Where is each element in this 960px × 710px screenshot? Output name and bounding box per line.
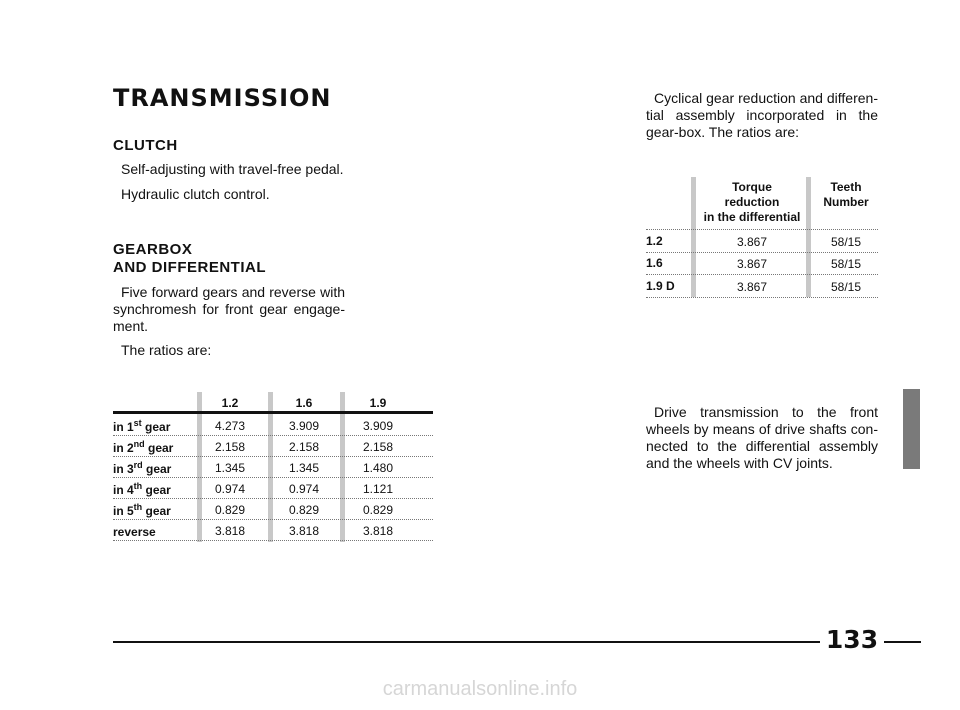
- torque-header-line: Torque: [732, 180, 772, 194]
- clutch-line-2: Hydraulic clutch control.: [121, 186, 270, 202]
- section-tab-marker: [903, 389, 920, 469]
- gearbox-heading-2: AND DIFFERENTIAL: [113, 259, 266, 276]
- table-cell: 58/15: [830, 280, 862, 294]
- row-label: in 3rd gear: [113, 460, 172, 476]
- table-cell: 3.867: [736, 280, 768, 294]
- table-cell: 4.273: [214, 419, 246, 433]
- teeth-header-line: Teeth: [830, 180, 862, 194]
- watermark: carmanualsonline.info: [382, 678, 578, 700]
- row-label: in 4th gear: [113, 481, 171, 497]
- table-row: [113, 414, 433, 436]
- differential-intro: Cyclical gear reduction and differen-tial assembly incorporated in the gear-box. The ratios are:: [646, 90, 878, 140]
- table-cell: 2.158: [362, 440, 394, 454]
- table-cell: 0.829: [214, 503, 246, 517]
- table-cell: 0.829: [362, 503, 394, 517]
- table-cell: 1.345: [214, 461, 246, 475]
- table-row: [113, 435, 433, 457]
- table-cell: 1.345: [288, 461, 320, 475]
- table-cell: 2.158: [214, 440, 246, 454]
- table-cell: 3.818: [288, 524, 320, 538]
- table-cell: 2.158: [288, 440, 320, 454]
- row-label: 1.9 D: [646, 279, 675, 293]
- table-row: [113, 456, 433, 478]
- table-cell: 58/15: [830, 235, 862, 249]
- gearbox-paragraph: Five forward gears and reverse with synchromesh for front gear engage-ment.: [113, 284, 345, 334]
- table-row: [113, 477, 433, 499]
- table-cell: 58/15: [830, 257, 862, 271]
- table-cell: 0.829: [288, 503, 320, 517]
- table-row: [113, 498, 433, 520]
- table-cell: 1.121: [362, 482, 394, 496]
- torque-header-line: in the differential: [703, 210, 801, 224]
- column-header-1-6: 1.6: [295, 396, 313, 410]
- torque-header-line: reduction: [724, 195, 780, 209]
- table-cell: 3.818: [362, 524, 394, 538]
- row-label: reverse: [113, 525, 156, 539]
- teeth-header-line: Number: [823, 195, 869, 209]
- table-cell: 0.974: [214, 482, 246, 496]
- table-row: [646, 252, 878, 275]
- clutch-line-1: Self-adjusting with travel-free pedal.: [121, 161, 344, 177]
- page-number: 133: [820, 624, 884, 656]
- torque-header: [698, 180, 806, 225]
- table-cell: 0.974: [288, 482, 320, 496]
- table-cell: 3.818: [214, 524, 246, 538]
- table-cell: 3.909: [288, 419, 320, 433]
- table-cell: 1.480: [362, 461, 394, 475]
- row-label: 1.6: [646, 256, 663, 270]
- row-label: in 1st gear: [113, 418, 171, 434]
- row-label: in 2nd gear: [113, 439, 174, 455]
- row-label: in 5th gear: [113, 502, 171, 518]
- table-row: [113, 519, 433, 541]
- ratios-intro: The ratios are:: [121, 342, 212, 358]
- gearbox-heading-1: GEARBOX: [113, 241, 193, 258]
- row-label: 1.2: [646, 234, 663, 248]
- table-cell: 3.867: [736, 235, 768, 249]
- table-row: [646, 275, 878, 298]
- drive-transmission-text: Drive transmission to the front wheels by means of drive shafts con-nected to the differential assembly and the wheels with CV joints.: [646, 404, 878, 471]
- footer-rule: [113, 641, 921, 643]
- column-header-1-2: 1.2: [221, 396, 239, 410]
- table-cell: 3.867: [736, 257, 768, 271]
- clutch-heading: CLUTCH: [113, 137, 178, 154]
- table-cell: 3.909: [362, 419, 394, 433]
- teeth-header: [814, 180, 878, 210]
- table-row: [646, 229, 878, 253]
- column-header-1-9: 1.9: [369, 396, 387, 410]
- page-title: TRANSMISSION: [113, 84, 332, 112]
